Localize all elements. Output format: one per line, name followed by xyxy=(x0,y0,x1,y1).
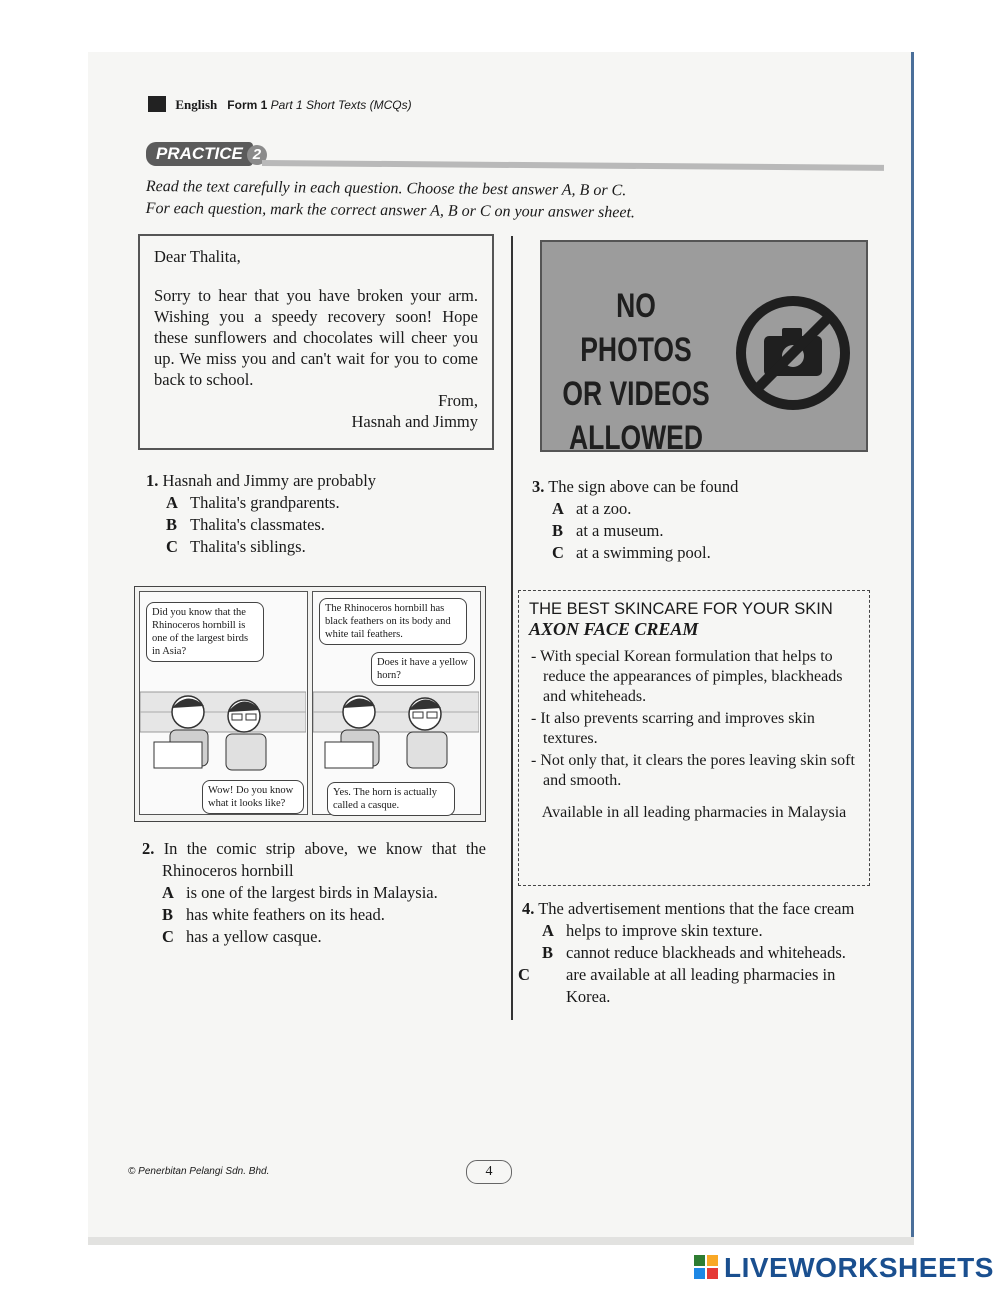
practice-label: PRACTICE xyxy=(146,142,253,166)
option-letter: C xyxy=(166,537,178,556)
option-letter: A xyxy=(162,883,174,902)
option-text: are available at all leading pharmacies in Korea. xyxy=(566,965,836,1006)
option-letter: C xyxy=(162,927,174,946)
question-2 xyxy=(142,838,486,948)
option-text: helps to improve skin texture. xyxy=(566,921,763,940)
question-number: 4. xyxy=(522,899,535,918)
option-c[interactable] xyxy=(518,964,860,1008)
option-b[interactable] xyxy=(146,514,486,536)
option-text: Thalita's siblings. xyxy=(190,537,306,556)
comic-panel-1 xyxy=(139,591,308,815)
option-letter: B xyxy=(166,515,178,534)
option-letter: B xyxy=(552,521,564,540)
letter-closing: From, xyxy=(438,391,478,410)
question-number: 2. xyxy=(142,839,155,858)
option-letter: A xyxy=(542,921,554,940)
question-3 xyxy=(532,476,872,564)
advertisement-box xyxy=(518,590,870,886)
option-text: has a yellow casque. xyxy=(186,927,322,946)
option-text: cannot reduce blackheads and whiteheads. xyxy=(566,943,846,962)
practice-number: 2 xyxy=(247,145,267,165)
ad-availability: Available in all leading pharmacies in Malaysia xyxy=(541,804,847,821)
option-letter: C xyxy=(552,543,564,562)
option-c[interactable] xyxy=(532,542,872,564)
option-letter: B xyxy=(542,943,554,962)
liveworksheets-watermark[interactable] xyxy=(694,1252,994,1284)
subject-label: English xyxy=(175,97,218,112)
option-text: Thalita's classmates. xyxy=(190,515,325,534)
option-c[interactable] xyxy=(142,926,486,948)
option-a[interactable] xyxy=(142,882,486,904)
instructions xyxy=(146,176,636,224)
question-stem: Hasnah and Jimmy are probably xyxy=(162,471,377,490)
speech-bubble: Does it have a yellow horn? xyxy=(371,652,475,686)
section-label: Short Texts (MCQs) xyxy=(306,98,412,112)
ad-product: AXON FACE CREAM xyxy=(529,619,699,639)
speech-bubble: Did you know that the Rhinoceros hornbill is one of the largest birds in Asia? xyxy=(146,602,264,662)
instruction-line-2: For each question, mark the correct answer A, B or C on your answer sheet. xyxy=(145,199,636,222)
page-header xyxy=(148,96,412,113)
letter-signature: Hasnah and Jimmy xyxy=(351,412,478,431)
option-a[interactable] xyxy=(522,920,860,942)
option-c[interactable] xyxy=(146,536,486,558)
liveworksheets-logo-icon xyxy=(694,1255,720,1281)
ad-point: - Not only that, it clears the pores leaving skin soft and smooth. xyxy=(531,752,855,789)
watermark-text: LIVEWORKSHEETS xyxy=(724,1252,994,1283)
speech-bubble: The Rhinoceros hornbill has black feathers on its body and white tail feathers. xyxy=(319,598,467,645)
option-letter: C xyxy=(518,965,530,984)
part-label: Part 1 xyxy=(270,98,303,112)
letter-body: Sorry to hear that you have broken your arm. Wishing you a speedy recovery soon! Hope these sunflowers and chocolates will cheer you up. We miss you and can't wait for you to come back to school. xyxy=(154,286,478,389)
comic-panel-2 xyxy=(312,591,481,815)
speech-bubble: Yes. The horn is actually called a casque. xyxy=(327,782,455,816)
option-letter: A xyxy=(166,493,178,512)
sign-line-3: ALLOWED xyxy=(568,419,704,457)
page-edge xyxy=(88,1237,914,1245)
question-number: 3. xyxy=(532,477,545,496)
instruction-line-1: Read the text carefully in each question. Choose the best answer A, B or C. xyxy=(145,177,627,200)
sign-line-1: NO PHOTOS xyxy=(580,287,692,369)
ad-point: - It also prevents scarring and improves skin textures. xyxy=(531,710,815,747)
practice-heading xyxy=(146,142,267,166)
option-a[interactable] xyxy=(146,492,486,514)
question-stem: In the comic strip above, we know that the Rhinoceros hornbill xyxy=(162,839,486,880)
copyright-notice: © Penerbitan Pelangi Sdn. Bhd. xyxy=(128,1166,270,1177)
question-number: 1. xyxy=(146,471,159,490)
book-icon xyxy=(148,96,166,112)
option-b[interactable] xyxy=(532,520,872,542)
sign-line-2: OR VIDEOS xyxy=(562,375,710,413)
column-divider xyxy=(511,236,513,1020)
speech-bubble: Wow! Do you know what it looks like? xyxy=(202,780,304,814)
question-stem: The sign above can be found xyxy=(548,477,739,496)
question-4 xyxy=(518,898,860,1008)
option-text: is one of the largest birds in Malaysia. xyxy=(186,883,438,902)
option-letter: B xyxy=(162,905,174,924)
option-text: Thalita's grandparents. xyxy=(190,493,340,512)
option-b[interactable] xyxy=(142,904,486,926)
no-camera-icon xyxy=(734,294,852,412)
letter-box xyxy=(138,234,494,450)
form-label: Form 1 xyxy=(227,98,268,112)
option-text: has white feathers on its head. xyxy=(186,905,385,924)
option-text: at a museum. xyxy=(576,521,664,540)
page-number: 4 xyxy=(466,1160,512,1184)
ad-title: THE BEST SKINCARE FOR YOUR SKIN xyxy=(529,600,833,618)
option-b[interactable] xyxy=(522,942,860,964)
letter-greeting: Dear Thalita, xyxy=(154,247,241,266)
option-text: at a swimming pool. xyxy=(576,543,711,562)
question-stem: The advertisement mentions that the face cream xyxy=(538,899,855,918)
no-photos-sign xyxy=(540,240,868,457)
sign-text xyxy=(558,284,714,460)
option-a[interactable] xyxy=(532,498,872,520)
question-1 xyxy=(146,470,486,558)
option-text: at a zoo. xyxy=(576,499,632,518)
ad-point: - With special Korean formulation that helps to reduce the appearances of pimples, blackheads and whiteheads. xyxy=(531,648,843,705)
option-letter: A xyxy=(552,499,564,518)
comic-strip xyxy=(134,586,486,822)
